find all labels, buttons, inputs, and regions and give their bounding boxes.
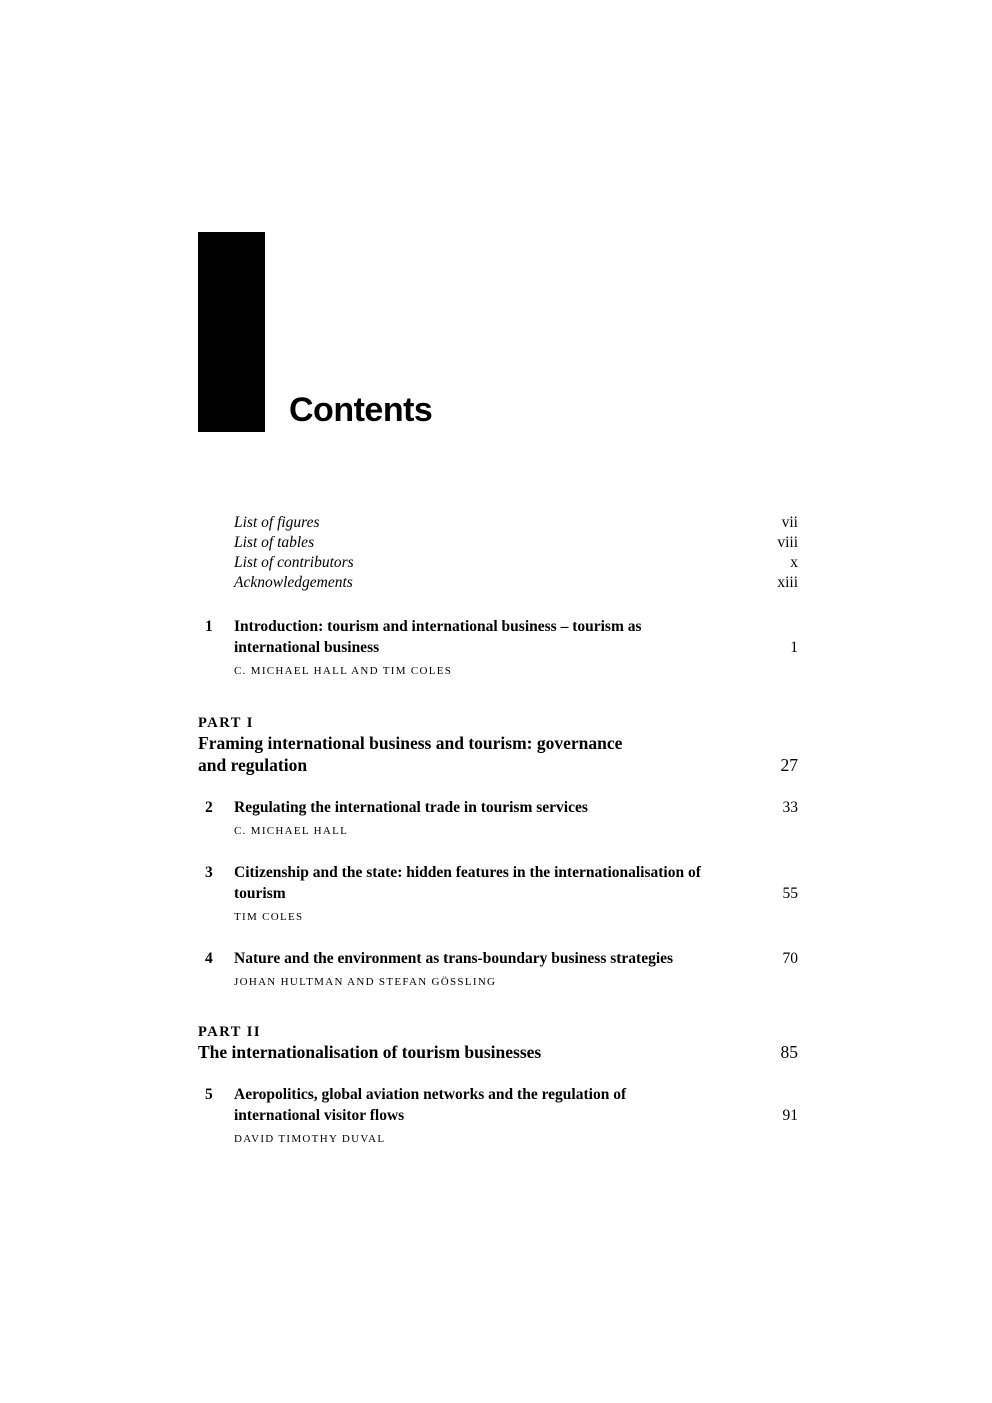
- chapter-entry[interactable]: [198, 1084, 798, 1147]
- part-entry[interactable]: [198, 1023, 798, 1063]
- front-matter-page: xiii: [777, 574, 798, 591]
- chapter-number: 2: [205, 799, 213, 816]
- chapter-number: 3: [205, 864, 213, 881]
- front-matter-label: Acknowledgements: [234, 574, 353, 591]
- chapter-number: 5: [205, 1086, 213, 1103]
- front-matter-label: List of tables: [234, 534, 315, 551]
- chapter-page: 1: [790, 639, 798, 656]
- chapter-entry[interactable]: [198, 797, 798, 839]
- chapter-author: TIM COLES: [234, 911, 304, 923]
- part-title: Framing international business and tourism: governance and regulation: [198, 733, 623, 775]
- chapter-title: Citizenship and the state: hidden features in the internationalisation of tourism: [234, 864, 701, 902]
- chapter-title: Nature and the environment as trans-boundary business strategies: [234, 950, 674, 967]
- chapter-entry[interactable]: [198, 616, 798, 679]
- chapter-title: Regulating the international trade in tourism services: [234, 799, 588, 816]
- page-title: Contents: [289, 391, 433, 429]
- chapter-number: 4: [205, 950, 213, 967]
- chapter-page: 55: [782, 885, 798, 902]
- front-matter-page: x: [790, 554, 798, 571]
- part-page: 27: [780, 755, 798, 775]
- front-matter-item[interactable]: [234, 573, 798, 593]
- decorative-black-bar: [198, 232, 265, 432]
- chapter-author: DAVID TIMOTHY DUVAL: [234, 1133, 386, 1145]
- front-matter-item[interactable]: [234, 513, 798, 533]
- part-title: The internationalisation of tourism businesses: [198, 1042, 542, 1062]
- chapter-author: C. MICHAEL HALL: [234, 825, 349, 837]
- chapter-entry[interactable]: [198, 948, 798, 990]
- front-matter-page: viii: [777, 534, 798, 551]
- chapter-page: 33: [782, 799, 798, 816]
- chapter-author: C. MICHAEL HALL AND TIM COLES: [234, 665, 453, 677]
- part-label: PART II: [198, 1024, 262, 1040]
- front-matter-list: [198, 513, 798, 593]
- front-matter-label: List of figures: [234, 514, 320, 531]
- chapter-number: 1: [205, 618, 213, 635]
- chapter-page: 91: [782, 1107, 798, 1124]
- part-entry[interactable]: [198, 714, 798, 776]
- chapter-title: Aeropolitics, global aviation networks and the regulation of international visitor flows: [234, 1086, 627, 1124]
- table-of-contents: [198, 513, 798, 1147]
- part-page: 85: [780, 1042, 798, 1062]
- chapter-entry[interactable]: [198, 862, 798, 925]
- front-matter-item[interactable]: [234, 533, 798, 553]
- front-matter-label: List of contributors: [234, 554, 354, 571]
- part-label: PART I: [198, 715, 254, 731]
- front-matter-page: vii: [781, 514, 798, 531]
- chapter-title: Introduction: tourism and international business – tourism as international business: [234, 618, 642, 656]
- chapter-author: JOHAN HULTMAN AND STEFAN GÖSSLING: [234, 976, 497, 988]
- front-matter-item[interactable]: [234, 553, 798, 573]
- chapter-page: 70: [782, 950, 798, 967]
